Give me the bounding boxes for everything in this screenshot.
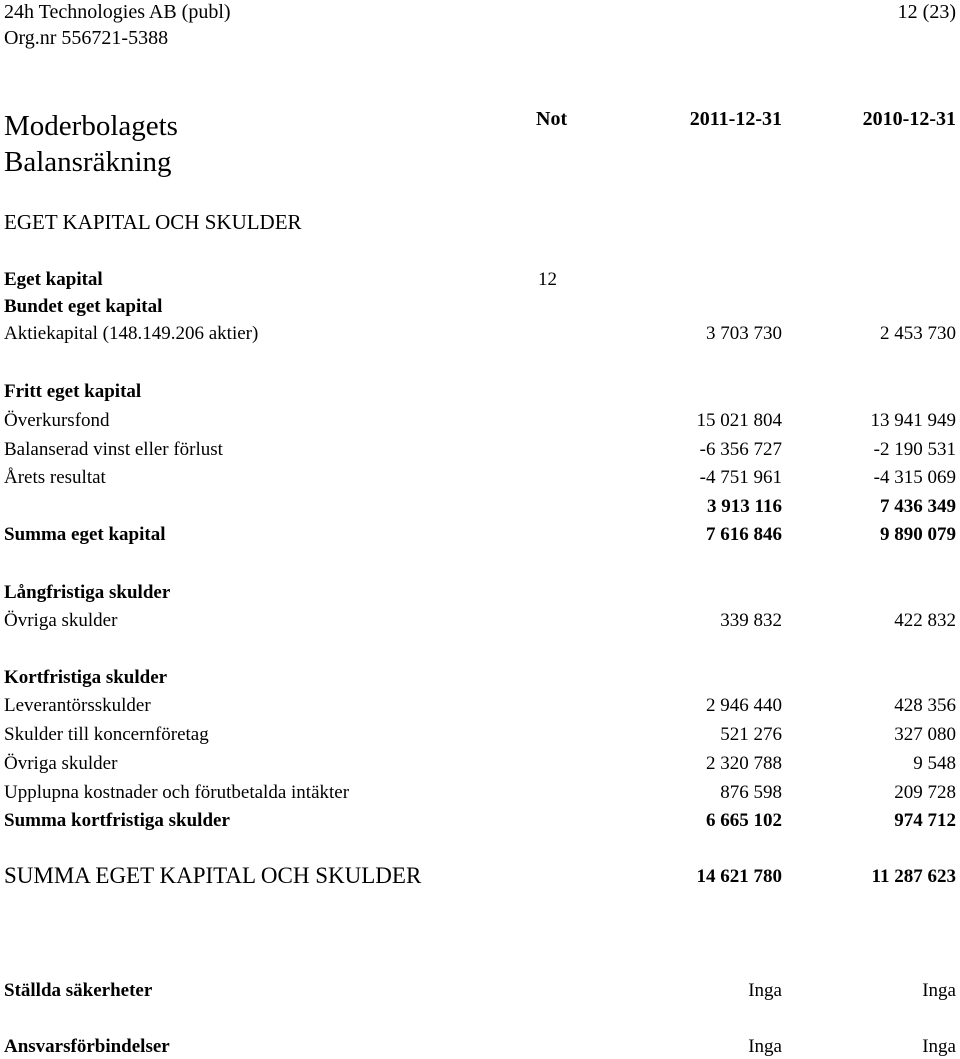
short-term-heading: Kortfristiga skulder <box>4 667 168 688</box>
accrued-y2: 209 728 <box>894 782 956 803</box>
long-term-other-label: Övriga skulder <box>4 610 118 631</box>
total-equity-label: Summa eget kapital <box>4 524 166 545</box>
share-premium-y1: 15 021 804 <box>696 410 782 431</box>
accrued-y1: 876 598 <box>720 782 782 803</box>
year2-column-header: 2010-12-31 <box>862 108 956 130</box>
restricted-equity-heading: Bundet eget kapital <box>4 296 163 317</box>
accrued-label: Upplupna kostnader och förutbetalda intäkter <box>4 782 350 803</box>
equity-heading: Eget kapital <box>4 269 103 290</box>
suppliers-y1: 2 946 440 <box>706 695 782 716</box>
page-title-line1: Moderbolagets <box>4 110 178 142</box>
retained-earnings-label: Balanserad vinst eller förlust <box>4 439 223 460</box>
grand-total-label: SUMMA EGET KAPITAL OCH SKULDER <box>4 863 422 888</box>
note-column-header: Not <box>536 108 568 130</box>
share-premium-y2: 13 941 949 <box>870 410 956 431</box>
suppliers-label: Leverantörsskulder <box>4 695 151 716</box>
company-name: 24h Technologies AB (publ) <box>4 1 231 23</box>
total-short-term-y2: 974 712 <box>894 810 956 831</box>
year-result-y1: -4 751 961 <box>699 467 782 488</box>
group-debt-y1: 521 276 <box>720 724 782 745</box>
year1-column-header: 2011-12-31 <box>689 108 782 130</box>
short-term-other-y1: 2 320 788 <box>706 753 782 774</box>
equity-note: 12 <box>538 269 557 290</box>
pledged-label: Ställda säkerheter <box>4 980 153 1001</box>
grand-total-y1: 14 621 780 <box>696 866 782 887</box>
suppliers-y2: 428 356 <box>894 695 956 716</box>
contingent-label: Ansvarsförbindelser <box>4 1036 170 1057</box>
free-equity-heading: Fritt eget kapital <box>4 381 142 402</box>
free-equity-subtotal-y1: 3 913 116 <box>707 496 782 517</box>
share-capital-y2: 2 453 730 <box>880 323 956 344</box>
share-premium-label: Överkursfond <box>4 410 110 431</box>
total-equity-y2: 9 890 079 <box>880 524 956 545</box>
long-term-other-y2: 422 832 <box>894 610 956 631</box>
retained-earnings-y2: -2 190 531 <box>873 439 956 460</box>
grand-total-y2: 11 287 623 <box>871 866 956 887</box>
long-term-heading: Långfristiga skulder <box>4 582 171 603</box>
contingent-y1: Inga <box>748 1036 782 1057</box>
share-capital-label: Aktiekapital (148.149.206 aktier) <box>4 323 259 344</box>
year-result-y2: -4 315 069 <box>873 467 956 488</box>
group-debt-y2: 327 080 <box>894 724 956 745</box>
total-short-term-y1: 6 665 102 <box>706 810 782 831</box>
year-result-label: Årets resultat <box>4 467 106 488</box>
group-debt-label: Skulder till koncernföretag <box>4 724 209 745</box>
contingent-y2: Inga <box>922 1036 956 1057</box>
retained-earnings-y1: -6 356 727 <box>699 439 782 460</box>
page-number: 12 (23) <box>897 1 956 23</box>
org-number: Org.nr 556721-5388 <box>4 27 169 49</box>
page-title-line2: Balansräkning <box>4 146 172 178</box>
total-equity-y1: 7 616 846 <box>706 524 782 545</box>
section-heading: EGET KAPITAL OCH SKULDER <box>4 210 302 234</box>
share-capital-y1: 3 703 730 <box>706 323 782 344</box>
total-short-term-label: Summa kortfristiga skulder <box>4 810 230 831</box>
pledged-y1: Inga <box>748 980 782 1001</box>
free-equity-subtotal-y2: 7 436 349 <box>880 496 956 517</box>
long-term-other-y1: 339 832 <box>720 610 782 631</box>
short-term-other-label: Övriga skulder <box>4 753 118 774</box>
short-term-other-y2: 9 548 <box>913 753 956 774</box>
pledged-y2: Inga <box>922 980 956 1001</box>
